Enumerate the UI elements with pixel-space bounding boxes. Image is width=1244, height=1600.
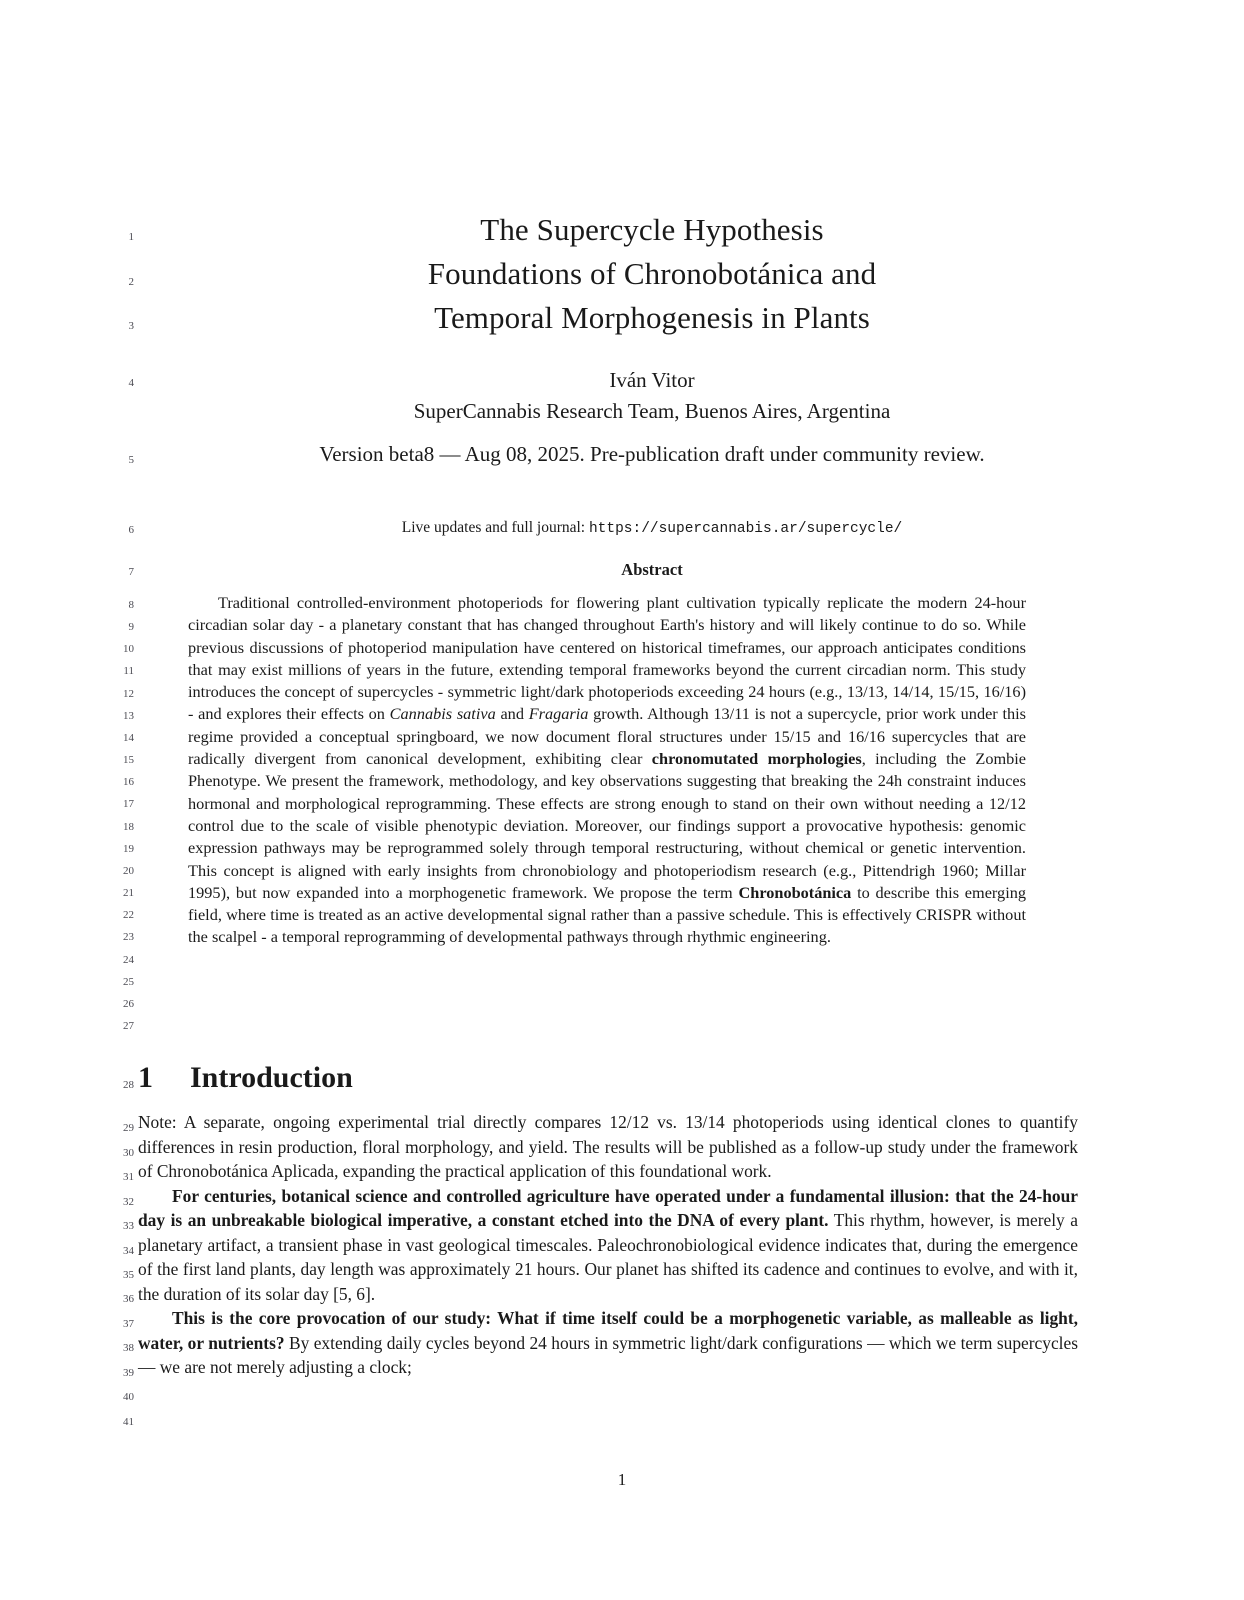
line-number: 2 bbox=[128, 276, 134, 288]
line-number: 32 bbox=[123, 1196, 134, 1208]
line-number: 30 bbox=[123, 1147, 134, 1159]
line-number: 33 bbox=[123, 1220, 134, 1232]
title-line-1: The Supercycle Hypothesis bbox=[480, 212, 824, 247]
journal-url-link[interactable]: https://supercannabis.ar/supercycle/ bbox=[588, 521, 903, 537]
line-number: 7 bbox=[128, 566, 134, 578]
section-number: 1 bbox=[138, 1061, 153, 1094]
line-number: 28 bbox=[123, 1079, 134, 1091]
line-number: 22 bbox=[123, 909, 134, 921]
line-number: 31 bbox=[123, 1171, 134, 1183]
line-number: 4 bbox=[128, 377, 134, 389]
title-line-3: Temporal Morphogenesis in Plants bbox=[434, 300, 870, 335]
line-number: 3 bbox=[128, 320, 134, 332]
text-run: to describe this emerging field, where time is treated as an active developmental signal rather than a passive schedule. This is effectively CRISPR without the scalpel - a temporal reprogramming of developmental pathways through rhythmic engineering. bbox=[188, 882, 1026, 947]
journal-label: Live updates and full journal: bbox=[401, 519, 586, 536]
line-number: 26 bbox=[123, 998, 134, 1010]
emphasis-bold: Chronobotánica bbox=[738, 882, 852, 902]
introduction-paragraph bbox=[138, 1110, 1078, 1184]
line-number: 5 bbox=[128, 454, 134, 466]
emphasis-italic: Cannabis sativa bbox=[389, 704, 496, 724]
text-run: , including the Zombie Phenotype. We present the framework, methodology, and key observations suggesting that breaking the 24h constraint induces hormonal and morphological reprogramming. These effects are strong enough to stand on their own without needing a 12/12 control due to the scale of visible phenotypic deviation. Moreover, our findings support a provocative hypothesis: genomic expression pathways may be reprogrammed solely through temporal restructuring, without chemical or genetic intervention. This concept is aligned with early insights from chronobiology and photoperiodism research (e.g., Pittendrigh 1960; Millar 1995), but now expanded into a morphogenetic framework. We propose the term bbox=[188, 749, 1027, 902]
text-run: and bbox=[495, 704, 529, 724]
section-title: Introduction bbox=[190, 1061, 353, 1094]
line-number: 23 bbox=[123, 931, 134, 943]
line-number: 41 bbox=[123, 1416, 134, 1428]
abstract-paragraph bbox=[188, 592, 1026, 949]
text-run: Note: A separate, ongoing experimental trial directly compares 12/12 vs. 13/14 photoperiods using identical clones to quantify differences in resin production, floral morphology, and yield. The results will be published as a follow-up study under the framework of Chronobotánica Aplicada, expanding the practical application of this foundational work. bbox=[138, 1112, 1078, 1182]
section-heading-introduction bbox=[138, 1058, 353, 1098]
line-number: 1 bbox=[128, 231, 134, 243]
line-number: 25 bbox=[123, 976, 134, 988]
line-number: 24 bbox=[123, 954, 134, 966]
line-number: 11 bbox=[123, 665, 134, 677]
abstract-body bbox=[188, 592, 1026, 949]
author-name: Iván Vitor bbox=[609, 368, 695, 392]
line-number: 40 bbox=[123, 1391, 134, 1403]
line-number: 10 bbox=[123, 643, 134, 655]
author-block bbox=[160, 365, 1144, 427]
line-number: 13 bbox=[123, 710, 134, 722]
version-line: Version beta8 — Aug 08, 2025. Pre-publication draft under community review. bbox=[319, 442, 985, 466]
title-line-2: Foundations of Chronobotánica and bbox=[427, 256, 877, 291]
line-number: 19 bbox=[123, 843, 134, 855]
introduction-body bbox=[138, 1110, 1078, 1380]
line-number: 39 bbox=[123, 1367, 134, 1379]
emphasis-bold: For centuries, botanical science and controlled agriculture have operated under a fundamental illusion: that the 24-hour day is an unbreakable biological imperative, a constant etched into the DNA of every plant. bbox=[138, 1185, 1078, 1231]
abstract-heading: Abstract bbox=[621, 560, 683, 579]
author-affiliation: SuperCannabis Research Team, Buenos Aires, Argentina bbox=[413, 399, 891, 423]
text-run: Traditional controlled-environment photoperiods for flowering plant cultivation typically replicate the modern 24-hour circadian solar day - a planetary constant that has changed throughout Earth's history and will likely continue to do so. While previous discussions of photoperiod manipulation have centered on historical timeframes, our approach anticipates conditions that may exist millions of years in the future, extending temporal frameworks beyond the current circadian norm. This study introduces the concept of supercycles - symmetric light/dark photoperiods exceeding 24 hours (e.g., 13/13, 14/14, 15/15, 16/16) - and explores their effects on bbox=[188, 593, 1026, 724]
line-number: 35 bbox=[123, 1269, 134, 1281]
line-number: 18 bbox=[123, 821, 134, 833]
line-number: 8 bbox=[128, 599, 134, 611]
line-number: 27 bbox=[123, 1020, 134, 1032]
line-number: 9 bbox=[128, 621, 134, 633]
text-run: By extending daily cycles beyond 24 hours in symmetric light/dark configurations — which we term supercycles — we are not merely adjusting a clock; bbox=[138, 1332, 1079, 1378]
journal-line bbox=[160, 517, 1144, 540]
line-number: 17 bbox=[123, 798, 134, 810]
line-number: 12 bbox=[123, 688, 134, 700]
text-run: This rhythm, however, is merely a planetary artifact, a transient phase in vast geological timescales. Paleochronobiological evidence indicates that, during the emergence of the first land plants, day length was approximately 21 hours. Our planet has shifted its cadence and continues to evolve, and with it, the duration of its solar day [5, 6]. bbox=[138, 1210, 1078, 1304]
line-number: 38 bbox=[123, 1342, 134, 1354]
line-number: 6 bbox=[128, 524, 134, 536]
page-number: 1 bbox=[617, 1470, 627, 1489]
introduction-paragraph bbox=[138, 1306, 1078, 1380]
line-number: 34 bbox=[123, 1245, 134, 1257]
line-number: 21 bbox=[123, 887, 134, 899]
paper-title bbox=[160, 208, 1144, 340]
introduction-paragraph bbox=[138, 1184, 1078, 1307]
line-number: 20 bbox=[123, 865, 134, 877]
line-number: 37 bbox=[123, 1318, 134, 1330]
emphasis-bold: This is the core provocation of our study: What if time itself could be a morphogenetic variable, as malleable as light, water, or nutrients? bbox=[138, 1308, 1078, 1353]
emphasis-italic: Fragaria bbox=[528, 704, 589, 724]
line-number: 16 bbox=[123, 776, 134, 788]
line-number: 14 bbox=[123, 732, 134, 744]
text-run: growth. Although 13/11 is not a supercycle, prior work under this regime provided a conceptual springboard, we now document floral structures under 15/15 and 16/16 supercycles that are radically divergent from canonical development, exhibiting clear bbox=[188, 704, 1026, 769]
line-number: 36 bbox=[123, 1293, 134, 1305]
line-number: 29 bbox=[123, 1122, 134, 1134]
emphasis-bold: chronomutated morphologies bbox=[651, 749, 862, 769]
line-number: 15 bbox=[123, 754, 134, 766]
